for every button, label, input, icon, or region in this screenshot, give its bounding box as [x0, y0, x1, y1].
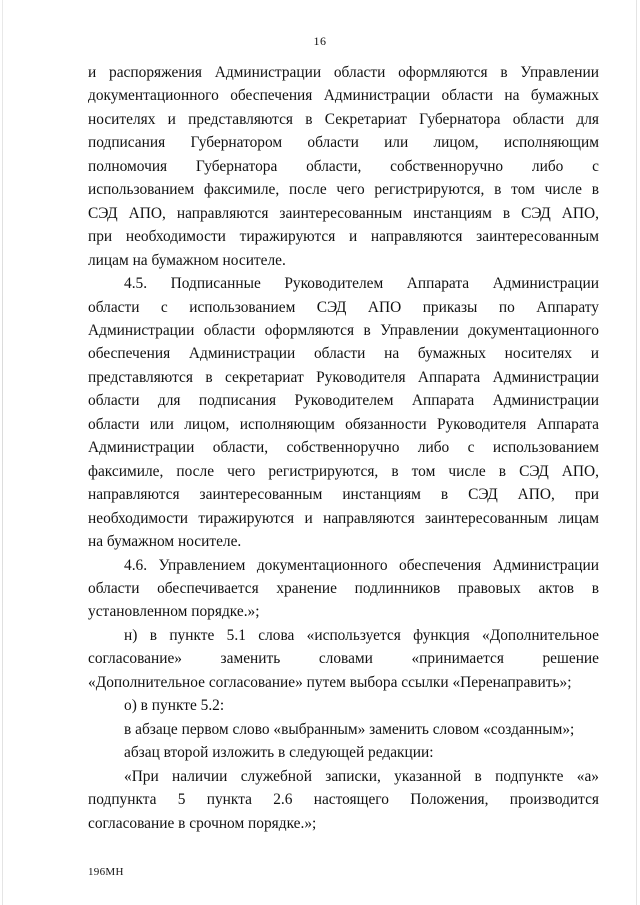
text-line: на бумажном носителе.: [88, 533, 242, 551]
text-line: н) в пункте 5.1 слова «используется функция «Дополнительное: [124, 626, 599, 644]
text-line: согласование в срочном порядке.»;: [88, 814, 317, 832]
text-line: о) в пункте 5.2:: [124, 697, 225, 715]
text-line: при необходимости тиражируются и направляются заинтересованным: [88, 228, 599, 246]
text-line: в абзаце первом слово «выбранным» заменить словом «созданным»;: [124, 720, 575, 738]
text-line: области или лицом, исполняющим обязанности Руководителя Аппарата: [88, 415, 599, 433]
text-line: носителях и представляются в Секретариат Губернатора области для: [88, 110, 599, 128]
text-line: подписания Губернатором области или лицом, исполняющим: [88, 134, 599, 152]
footer-document-code: 196МН: [88, 866, 124, 878]
text-line: документационного обеспечения Администрации области на бумажных: [88, 87, 599, 105]
text-line: представляются в секретариат Руководителя Аппарата Администрации: [88, 368, 599, 386]
text-line: необходимости тиражируются и направляются заинтересованным лицам: [88, 509, 599, 527]
scan-edge-left: [2, 0, 3, 905]
text-line: подпункта 5 пункта 2.6 настоящего Положения, производится: [88, 791, 599, 809]
text-line: области обеспечивается хранение подлинников правовых актов в: [88, 579, 599, 597]
text-line: использованием факсимиле, после чего регистрируются, в том числе в: [88, 181, 599, 199]
text-line: установленном порядке.»;: [88, 603, 260, 621]
text-line: «Дополнительное согласование» путем выбора ссылки «Перенаправить»;: [88, 673, 572, 691]
text-line: согласование» заменить словами «принимается решение: [88, 650, 599, 668]
scan-edge-right: [636, 0, 637, 905]
text-line: и распоряжения Администрации области оформляются в Управлении: [88, 64, 599, 81]
text-line: 4.6. Управлением документационного обеспечения Администрации: [124, 556, 599, 574]
document-body: [88, 61, 599, 835]
text-line: направляются заинтересованным инстанциям в СЭД АПО, при: [88, 486, 599, 504]
text-line: Администрации области, собственноручно либо с использованием: [88, 439, 599, 457]
text-line: «При наличии служебной записки, указанной в подпункте «а»: [124, 767, 599, 785]
text-line: лицам на бумажном носителе.: [88, 251, 286, 269]
page-number: 16: [313, 34, 327, 48]
text-line: области для подписания Руководителем Аппарата Администрации: [88, 392, 599, 410]
text-line: Администрации области оформляются в Управлении документационного: [88, 321, 599, 339]
text-line: обеспечения Администрации области на бумажных носителях и: [88, 345, 599, 363]
text-line: области с использованием СЭД АПО приказы по Аппарату: [88, 298, 599, 316]
text-line: абзац второй изложить в следующей редакции:: [124, 744, 434, 762]
text-line: факсимиле, после чего регистрируются, в том числе в СЭД АПО,: [88, 462, 599, 480]
text-line: полномочия Губернатора области, собственноручно либо с: [88, 157, 599, 175]
text-line: СЭД АПО, направляются заинтересованным инстанциям в СЭД АПО,: [88, 204, 599, 222]
text-line: 4.5. Подписанные Руководителем Аппарата Администрации: [124, 275, 599, 293]
